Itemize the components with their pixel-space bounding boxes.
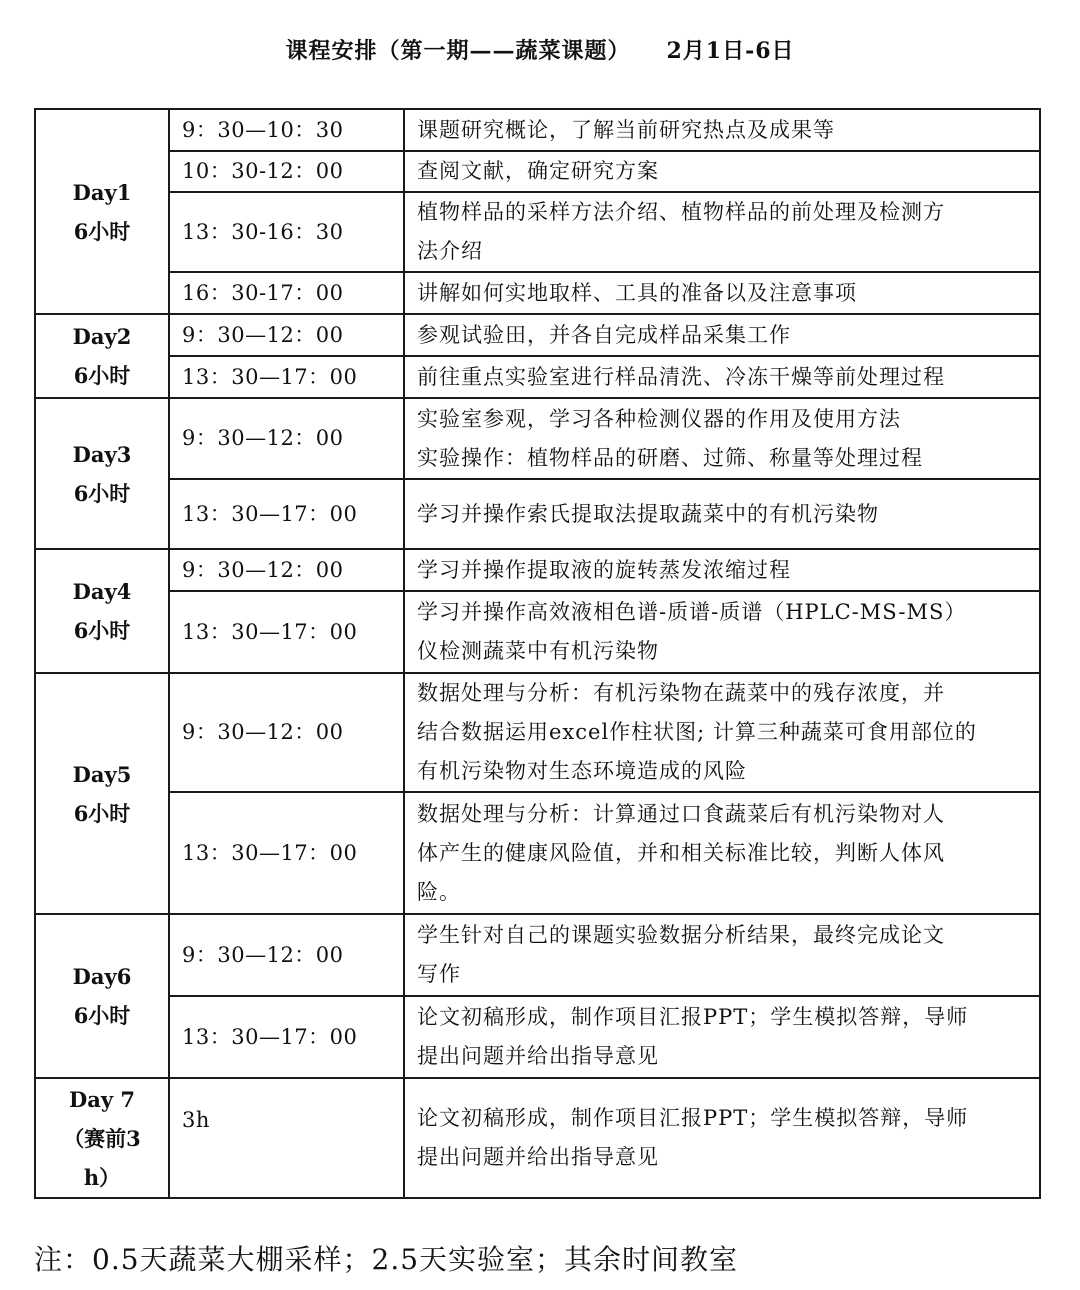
activity-line: 实验操作：植物样品的研磨、过筛、称量等处理过程 [417, 445, 923, 470]
day-label: Day3 [72, 441, 132, 467]
activity-cell [404, 996, 1040, 1078]
table-row [35, 109, 1040, 151]
activity-line: 仪检测蔬菜中有机污染物 [417, 639, 659, 663]
time-cell: 13：30-16：30 [169, 192, 404, 272]
time-cell: 13：30—17：00 [169, 996, 404, 1078]
table-row [35, 356, 1040, 398]
activity-cell [404, 673, 1040, 792]
day-hours: h） [83, 1164, 121, 1190]
day-label: Day4 [72, 579, 132, 604]
activity-line: 前往重点实验室进行样品清洗、冷冻干燥等前处理过程 [417, 364, 945, 389]
activity-line: 实验室参观，学习各种检测仪器的作用及使用方法 [417, 406, 901, 431]
activity-line: 论文初稿形成，制作项目汇报PPT；学生模拟答辩，导师 [417, 1106, 969, 1130]
time-cell: 16：30-17：00 [169, 272, 404, 314]
activity-cell [404, 109, 1040, 151]
activity-cell [404, 272, 1040, 314]
activity-cell [404, 151, 1040, 192]
activity-line: 讲解如何实地取样、工具的准备以及注意事项 [417, 280, 857, 305]
activity-line: 学习并操作索氏提取法提取蔬菜中的有机污染物 [417, 501, 879, 526]
day-hours: 6小时 [73, 363, 131, 388]
table-row [35, 549, 1040, 591]
activity-line: 法介绍 [417, 239, 483, 263]
day-cell [35, 398, 169, 549]
schedule-table [34, 108, 1041, 1199]
activity-line: 提出问题并给出指导意见 [417, 1145, 659, 1169]
time-cell: 9：30—12：00 [169, 914, 404, 996]
activity-line: 有机污染物对生态环境造成的风险 [417, 759, 747, 783]
time-cell: 9：30—12：00 [169, 398, 404, 479]
table-row [35, 1078, 1040, 1198]
activity-cell [404, 792, 1040, 914]
day-cell [35, 549, 169, 673]
day-cell [35, 314, 169, 398]
activity-line: 结合数据运用excel作柱状图; 计算三种蔬菜可食用部位的 [417, 720, 977, 744]
time-cell: 13：30—17：00 [169, 591, 404, 673]
table-row [35, 673, 1040, 792]
time-cell: 9：30—12：00 [169, 673, 404, 792]
activity-line: 学生针对自己的课题实验数据分析结果，最终完成论文 [417, 923, 945, 947]
table-row [35, 479, 1040, 549]
time-cell: 3h [169, 1078, 404, 1198]
table-row [35, 398, 1040, 479]
activity-line: 查阅文献，确定研究方案 [417, 159, 659, 183]
activity-cell [404, 314, 1040, 356]
time-cell: 9：30—10：30 [169, 109, 404, 151]
day-hours: （赛前3 [63, 1125, 141, 1151]
activity-cell [404, 549, 1040, 591]
activity-cell [404, 192, 1040, 272]
activity-cell [404, 356, 1040, 398]
activity-line: 参观试验田，并各自完成样品采集工作 [417, 322, 791, 347]
activity-line: 植物样品的采样方法介绍、植物样品的前处理及检测方 [417, 200, 945, 224]
day-cell [35, 914, 169, 1078]
table-row [35, 591, 1040, 673]
table-row [35, 914, 1040, 996]
activity-line: 数据处理与分析：有机污染物在蔬菜中的残存浓度，并 [417, 681, 945, 705]
activity-line: 学习并操作高效液相色谱-质谱-质谱（HPLC-MS-MS） [417, 600, 967, 624]
schedule-body [35, 109, 1040, 1198]
activity-cell [404, 914, 1040, 996]
day-hours: 6小时 [73, 800, 131, 826]
day-label: Day5 [72, 761, 132, 787]
title-dates: 2月1日-6日 [666, 38, 795, 64]
activity-cell [404, 591, 1040, 673]
time-cell: 9：30—12：00 [169, 549, 404, 591]
activity-line: 学习并操作提取液的旋转蒸发浓缩过程 [417, 557, 791, 582]
day-label: Day2 [72, 324, 132, 349]
time-cell: 13：30—17：00 [169, 356, 404, 398]
activity-cell [404, 398, 1040, 479]
table-row [35, 792, 1040, 914]
day-cell [35, 673, 169, 914]
activity-cell [404, 1078, 1040, 1198]
time-cell: 13：30—17：00 [169, 479, 404, 549]
day-hours: 6小时 [73, 1003, 131, 1028]
day-hours: 6小时 [73, 218, 131, 244]
day-cell [35, 1078, 169, 1198]
table-row [35, 314, 1040, 356]
title-text: 课程安排（第一期——蔬菜课题） [285, 38, 631, 64]
activity-line: 提出问题并给出指导意见 [417, 1044, 659, 1068]
table-row [35, 192, 1040, 272]
day-label: Day 7 [69, 1086, 135, 1112]
activity-line: 课题研究概论，了解当前研究热点及成果等 [417, 117, 835, 142]
page-title [0, 34, 1080, 65]
activity-line: 写作 [417, 962, 461, 986]
day-hours: 6小时 [73, 618, 131, 643]
activity-line: 论文初稿形成，制作项目汇报PPT；学生模拟答辩，导师 [417, 1005, 969, 1029]
time-cell: 9：30—12：00 [169, 314, 404, 356]
day-label: Day1 [72, 179, 132, 205]
day-label: Day6 [72, 964, 132, 989]
time-cell: 10：30-12：00 [169, 151, 404, 192]
day-cell [35, 109, 169, 314]
activity-cell [404, 479, 1040, 549]
activity-line: 体产生的健康风险值，并和相关标准比较，判断人体风 [417, 840, 945, 865]
table-row [35, 151, 1040, 192]
activity-line: 数据处理与分析：计算通过口食蔬菜后有机污染物对人 [417, 801, 945, 826]
footer-note: 注：0.5天蔬菜大棚采样；2.5天实验室；其余时间教室 [34, 1243, 739, 1276]
table-row [35, 272, 1040, 314]
time-cell: 13：30—17：00 [169, 792, 404, 914]
day-hours: 6小时 [73, 480, 131, 506]
table-row [35, 996, 1040, 1078]
activity-line: 险。 [417, 879, 461, 904]
